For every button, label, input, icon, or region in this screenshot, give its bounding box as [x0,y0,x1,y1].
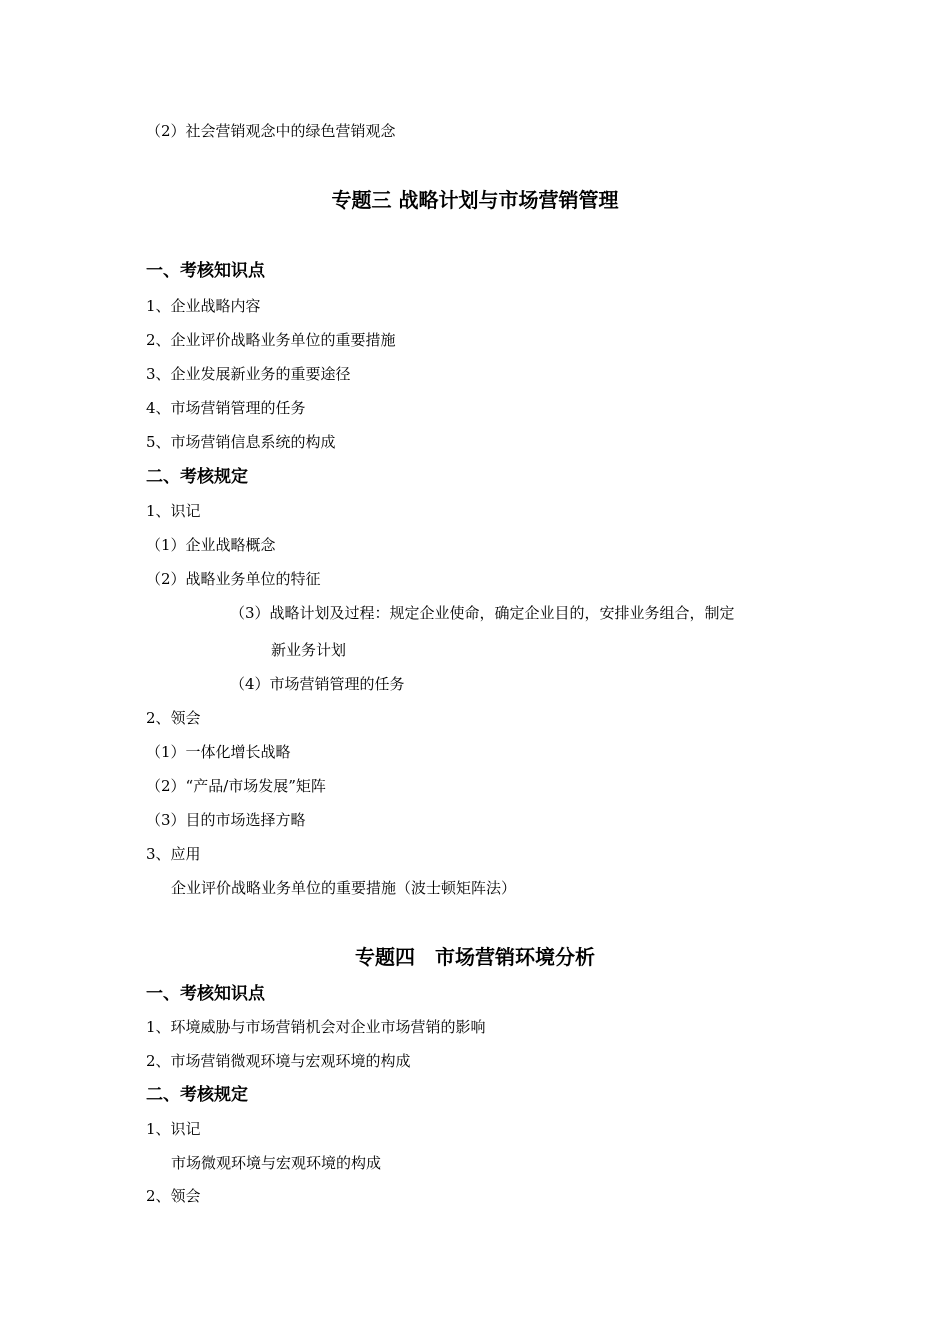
list-item: （4）市场营销管理的任务 [230,675,405,693]
list-item: 市场微观环境与宏观环境的构成 [171,1154,382,1172]
topic-3-understand-heading: 2、领会 [146,709,201,727]
topic-3-title: 专题三 战略计划与市场营销管理 [331,188,619,212]
list-item: （3）目的市场选择方略 [146,811,306,829]
list-item: 1、企业战略内容 [146,297,261,315]
list-item: （3）战略计划及过程：规定企业使命，确定企业目的，安排业务组合，制定 [230,604,735,622]
list-item: 3、企业发展新业务的重要途径 [146,365,351,383]
list-item: （1）一体化增长战略 [146,743,291,761]
topic-4-knowledge-heading: 一、考核知识点 [146,984,265,1004]
list-item: （2）战略业务单位的特征 [146,570,321,588]
list-item: 2、企业评价战略业务单位的重要措施 [146,331,396,349]
list-item: （1）企业战略概念 [146,536,276,554]
topic-3-apply-heading: 3、应用 [146,845,201,863]
topic-4-recall-heading: 1、识记 [146,1120,201,1138]
list-item: 企业评价战略业务单位的重要措施（波士顿矩阵法） [171,879,517,897]
list-item: 4、市场营销管理的任务 [146,399,306,417]
topic-3-recall-heading: 1、识记 [146,502,201,520]
topic-3-knowledge-heading: 一、考核知识点 [146,261,265,281]
topic-4-understand-heading: 2、领会 [146,1187,201,1205]
list-item: （2）社会营销观念中的绿色营销观念 [146,122,396,140]
topic-4-title: 专题四 市场营销环境分析 [355,945,595,969]
list-item: 5、市场营销信息系统的构成 [146,433,336,451]
list-item: 2、市场营销微观环境与宏观环境的构成 [146,1052,411,1070]
list-item: （2）“产品/市场发展”矩阵 [146,777,326,795]
topic-3-rules-heading: 二、考核规定 [146,467,248,487]
topic-4-rules-heading: 二、考核规定 [146,1085,248,1105]
list-item-continuation: 新业务计划 [271,641,347,659]
list-item: 1、环境威胁与市场营销机会对企业市场营销的影响 [146,1018,486,1036]
